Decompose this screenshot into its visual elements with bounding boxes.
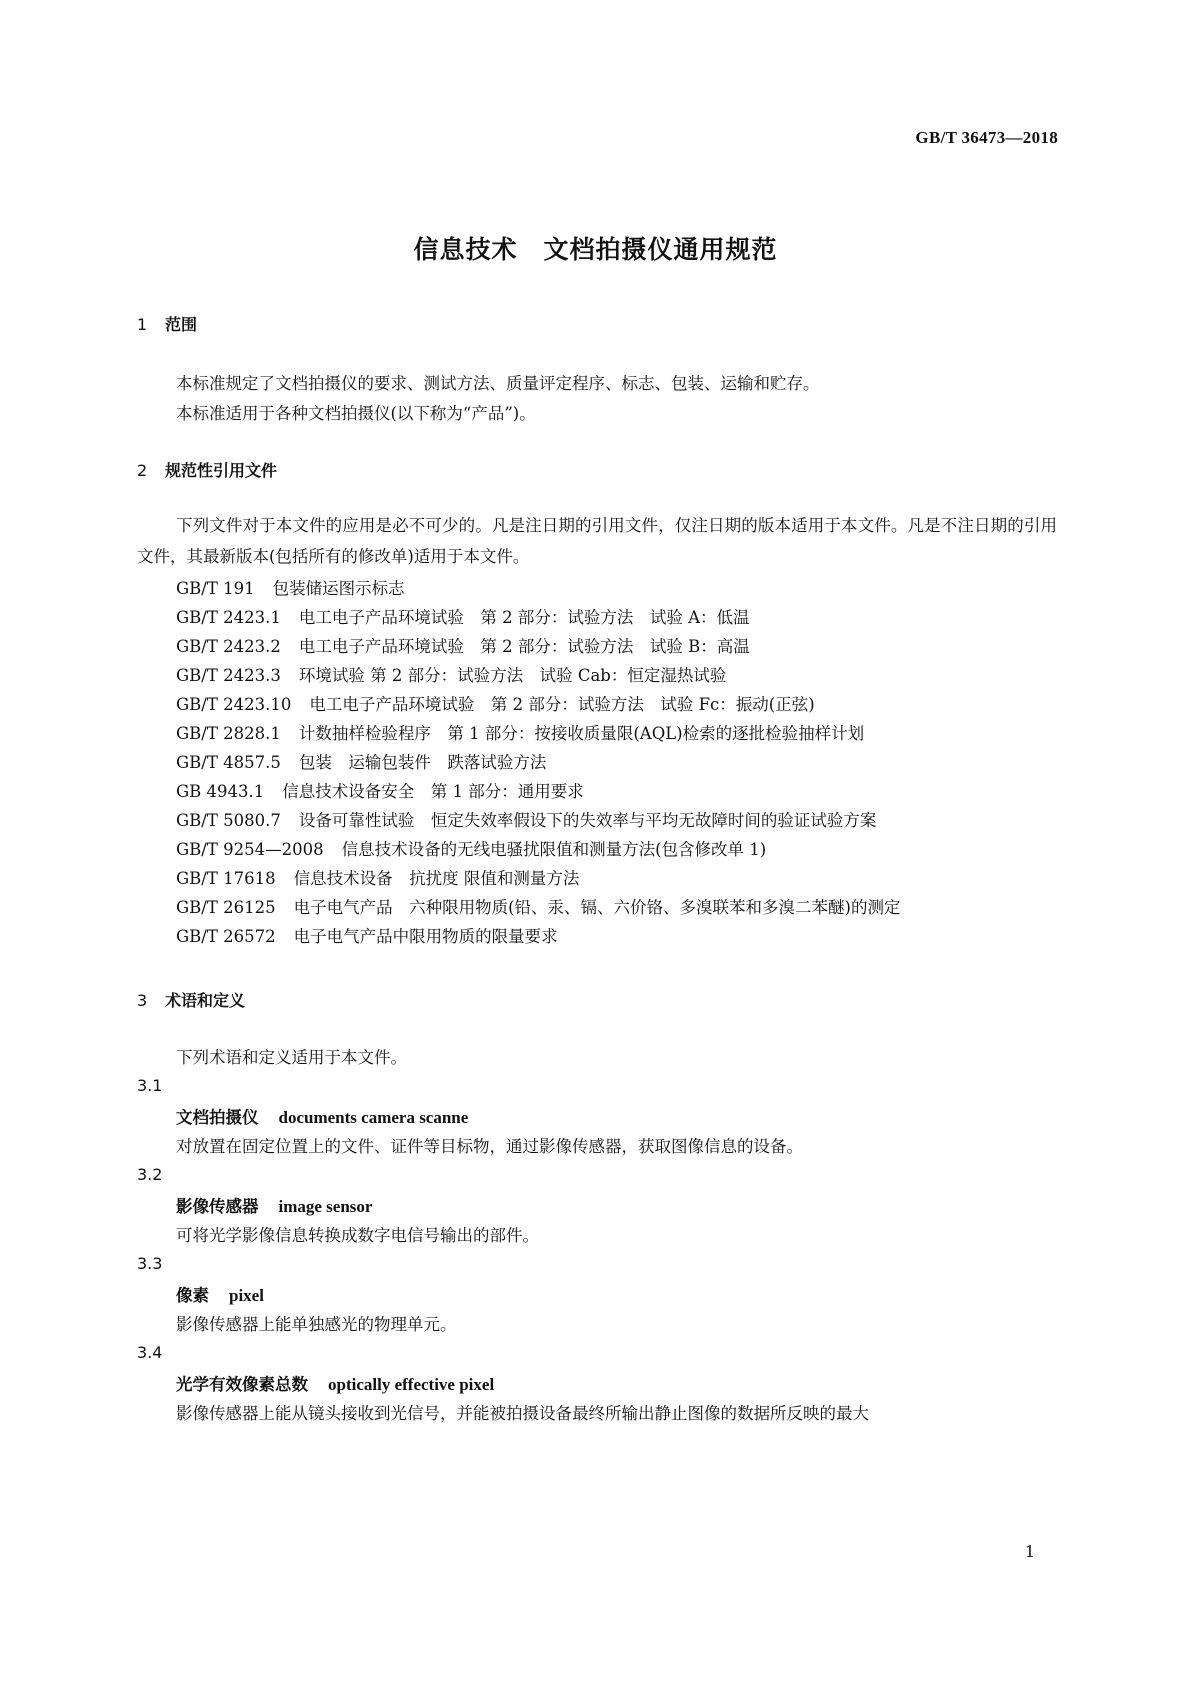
reference-title: 信息技术设备安全 第 1 部分：通用要求 (282, 782, 584, 801)
section-title: 规范性引用文件 (165, 461, 278, 480)
term-en: image sensor (278, 1197, 373, 1216)
reference-title: 设备可靠性试验 恒定失效率假设下的失效率与平均无故障时间的验证试验方案 (298, 811, 877, 830)
reference-item (176, 575, 405, 599)
reference-item (176, 749, 546, 773)
reference-title: 信息技术设备的无线电骚扰限值和测量方法(包含修改单 1) (341, 840, 767, 859)
reference-item (176, 923, 558, 947)
term-definition: 影像传感器上能从镜头接收到光信号，并能被拍摄设备最终所输出静止图像的数据所反映的最大 (176, 1404, 869, 1423)
term-heading (176, 1193, 372, 1217)
reference-title: 电子电气产品中限用物质的限量要求 (293, 927, 558, 946)
reference-code: GB/T 2423.3 (176, 666, 281, 685)
paragraph: 下列文件对于本文件的应用是必不可少的。凡是注日期的引用文件，仅注日期的版本适用于本文件。凡是不注日期的引用文件，其最新版本(包括所有的修改单)适用于本文件。 (137, 516, 1057, 566)
term-number: 3.4 (137, 1343, 163, 1362)
reference-item (176, 894, 900, 918)
reference-title: 电工电子产品环境试验 第 2 部分：试验方法 试验 B：高温 (298, 637, 750, 656)
reference-code: GB/T 26572 (176, 927, 276, 946)
reference-code: GB/T 4857.5 (176, 753, 281, 772)
reference-code: GB/T 191 (176, 579, 255, 598)
reference-code: GB/T 2423.2 (176, 637, 281, 656)
reference-item (176, 720, 864, 744)
paragraph: 下列术语和定义适用于本文件。 (176, 1048, 407, 1067)
reference-item (176, 662, 726, 686)
term-heading (176, 1371, 494, 1395)
paragraph: 本标准适用于各种文档拍摄仪(以下称为“产品”)。 (176, 404, 536, 423)
term-cn: 文档拍摄仪 (176, 1108, 259, 1127)
reference-item (176, 633, 750, 657)
term-en: documents camera scanne (278, 1108, 469, 1127)
section-number: 2 (137, 461, 148, 480)
reference-title: 电工电子产品环境试验 第 2 部分：试验方法 试验 Fc：振动(正弦) (309, 695, 815, 714)
reference-title: 环境试验 第 2 部分：试验方法 试验 Cab：恒定湿热试验 (298, 666, 727, 685)
term-heading (176, 1282, 264, 1306)
reference-item (176, 836, 766, 860)
reference-item (176, 865, 579, 889)
term-definition: 可将光学影像信息转换成数字电信号输出的部件。 (176, 1226, 539, 1245)
section-heading (137, 988, 245, 1011)
reference-code: GB/T 17618 (176, 869, 276, 888)
reference-title: 电工电子产品环境试验 第 2 部分：试验方法 试验 A：低温 (298, 608, 750, 627)
reference-code: GB/T 2423.10 (176, 695, 292, 714)
section-heading (137, 458, 277, 481)
reference-title: 电子电气产品 六种限用物质(铅、汞、镉、六价铬、多溴联苯和多溴二苯醚)的测定 (293, 898, 901, 917)
section-title: 范围 (165, 315, 198, 334)
reference-code: GB/T 9254—2008 (176, 840, 324, 859)
term-cn: 光学有效像素总数 (176, 1375, 308, 1394)
term-cn: 影像传感器 (176, 1197, 259, 1216)
term-en: optically effective pixel (328, 1375, 495, 1394)
reference-item (176, 778, 584, 802)
reference-title: 信息技术设备 抗扰度 限值和测量方法 (293, 869, 580, 888)
section-title: 术语和定义 (165, 991, 246, 1010)
page-title: 信息技术 文档拍摄仪通用规范 (413, 235, 778, 264)
term-definition: 影像传感器上能单独感光的物理单元。 (176, 1315, 457, 1334)
standard-number: GB/T 36473—2018 (915, 128, 1058, 147)
term-en: pixel (229, 1286, 264, 1305)
reference-code: GB 4943.1 (176, 782, 265, 801)
reference-code: GB/T 5080.7 (176, 811, 281, 830)
reference-code: GB/T 2423.1 (176, 608, 281, 627)
reference-code: GB/T 2828.1 (176, 724, 281, 743)
paragraph: 本标准规定了文档拍摄仪的要求、测试方法、质量评定程序、标志、包装、运输和贮存。 (176, 374, 820, 393)
term-number: 3.2 (137, 1165, 163, 1184)
section-heading (137, 312, 197, 335)
page-number: 1 (1024, 1542, 1035, 1561)
reference-item (176, 604, 750, 628)
term-cn: 像素 (176, 1286, 209, 1305)
reference-code: GB/T 26125 (176, 898, 276, 917)
reference-item (176, 691, 815, 715)
term-definition: 对放置在固定位置上的文件、证件等目标物，通过影像传感器，获取图像信息的设备。 (176, 1137, 803, 1156)
reference-item (176, 807, 876, 831)
reference-title: 计数抽样检验程序 第 1 部分：按接收质量限(AQL)检索的逐批检验抽样计划 (298, 724, 865, 743)
reference-title: 包装 运输包装件 跌落试验方法 (298, 753, 547, 772)
term-number: 3.1 (137, 1076, 163, 1095)
term-heading (176, 1104, 468, 1128)
term-number: 3.3 (137, 1254, 163, 1273)
reference-title: 包装储运图示标志 (272, 579, 405, 598)
section-number: 1 (137, 315, 148, 334)
section-number: 3 (137, 991, 148, 1010)
